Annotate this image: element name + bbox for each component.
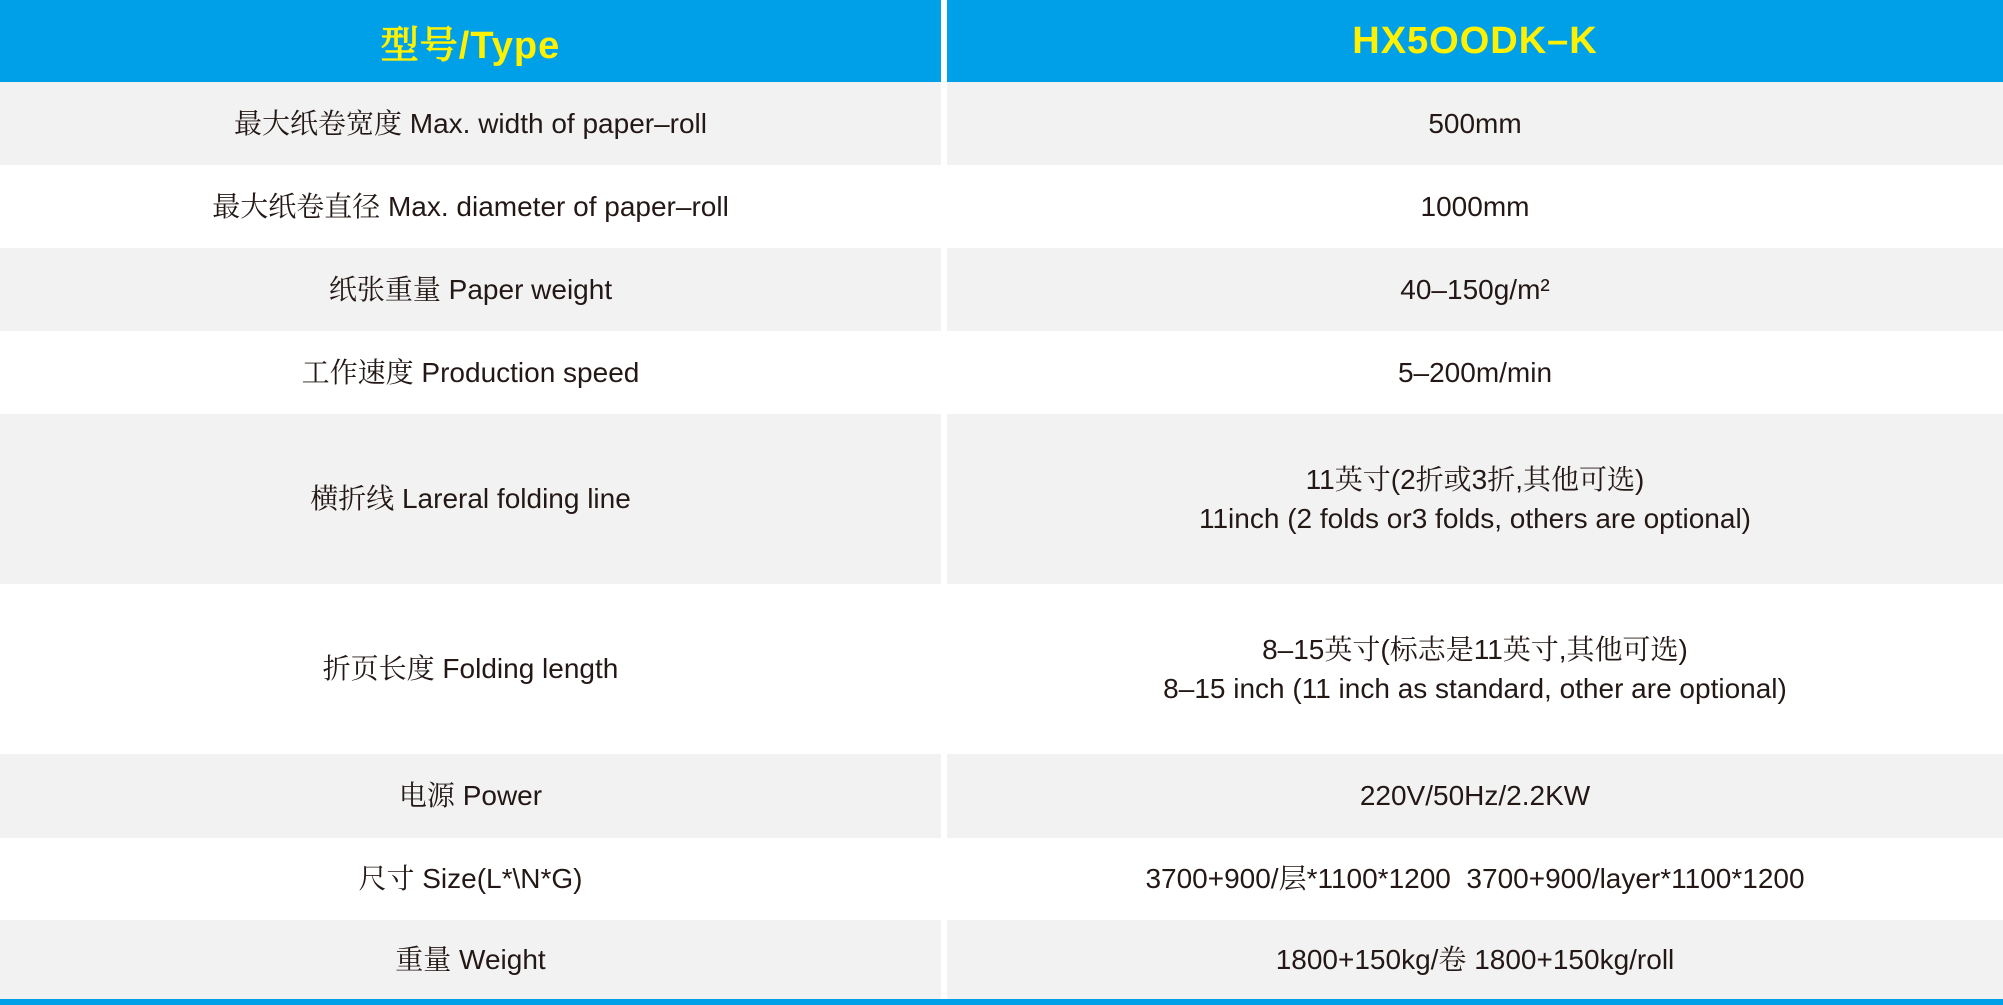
- spec-value-cell: [947, 331, 2003, 414]
- table-row: [0, 82, 2003, 165]
- spec-value-cell: [947, 754, 2003, 838]
- table-row: [0, 584, 2003, 754]
- spec-value-cell: [947, 414, 2003, 584]
- spec-value: 3700+900/层*1100*1200 3700+900/layer*1100*1200: [1145, 863, 1805, 895]
- spec-label: 尺寸 Size(L*\N*G): [358, 863, 583, 895]
- table-row: [0, 414, 2003, 584]
- spec-value: 40–150g/m²: [1400, 273, 1550, 305]
- spec-label-cell: [0, 165, 941, 248]
- spec-value-line2: 11inch (2 folds or3 folds, others are optional): [1198, 503, 1751, 534]
- spec-label: 折页长度 Folding length: [322, 653, 619, 685]
- spec-value: 1800+150kg/卷 1800+150kg/roll: [1275, 943, 1675, 975]
- table-row: [0, 920, 2003, 999]
- spec-label-cell: [0, 248, 941, 331]
- spec-label: 纸张重量 Paper weight: [328, 273, 613, 305]
- header-model-cell: [947, 0, 2003, 82]
- spec-value-cell: [947, 165, 2003, 248]
- header-model-label: HX5OODK–K: [1352, 19, 1598, 62]
- table-row: [0, 754, 2003, 838]
- table-row: [0, 331, 2003, 414]
- spec-label-cell: [0, 82, 941, 165]
- spec-label: 工作速度 Production speed: [301, 356, 640, 388]
- spec-label-cell: [0, 584, 941, 754]
- spec-value: 500mm: [1428, 107, 1522, 139]
- spec-label-cell: [0, 414, 941, 584]
- spec-label-cell: [0, 920, 941, 999]
- spec-label: 最大纸卷直径 Max. diameter of paper–roll: [212, 190, 729, 222]
- spec-value-line2: 8–15 inch (11 inch as standard, other are optional): [1163, 673, 1787, 704]
- spec-value: 1000mm: [1420, 190, 1530, 222]
- spec-value-cell: [947, 82, 2003, 165]
- header-type-cell: [0, 0, 941, 82]
- spec-label: 横折线 Lareral folding line: [310, 483, 631, 515]
- spec-value-cell: [947, 248, 2003, 331]
- spec-label: 重量 Weight: [395, 943, 546, 975]
- spec-label-cell: [0, 331, 941, 414]
- spec-value-cell: [947, 920, 2003, 999]
- bottom-accent-bar: [0, 999, 2003, 1005]
- table-row: [0, 248, 2003, 331]
- table-header-row: [0, 0, 2003, 82]
- table-row: [0, 838, 2003, 920]
- header-type-label: 型号/Type: [380, 24, 561, 67]
- spec-value: 8–15英寸(标志是11英寸,其他可选): [1262, 633, 1688, 665]
- spec-label: 最大纸卷宽度 Max. width of paper–roll: [233, 107, 708, 139]
- spec-value-cell: [947, 584, 2003, 754]
- table-row: [0, 165, 2003, 248]
- spec-label-cell: [0, 838, 941, 920]
- spec-value: 220V/50Hz/2.2KW: [1359, 780, 1591, 812]
- spec-value-cell: [947, 838, 2003, 920]
- spec-label: 电源 Power: [398, 780, 543, 812]
- spec-value: 11英寸(2折或3折,其他可选): [1305, 463, 1645, 495]
- spec-label-cell: [0, 754, 941, 838]
- spec-value: 5–200m/min: [1397, 356, 1553, 388]
